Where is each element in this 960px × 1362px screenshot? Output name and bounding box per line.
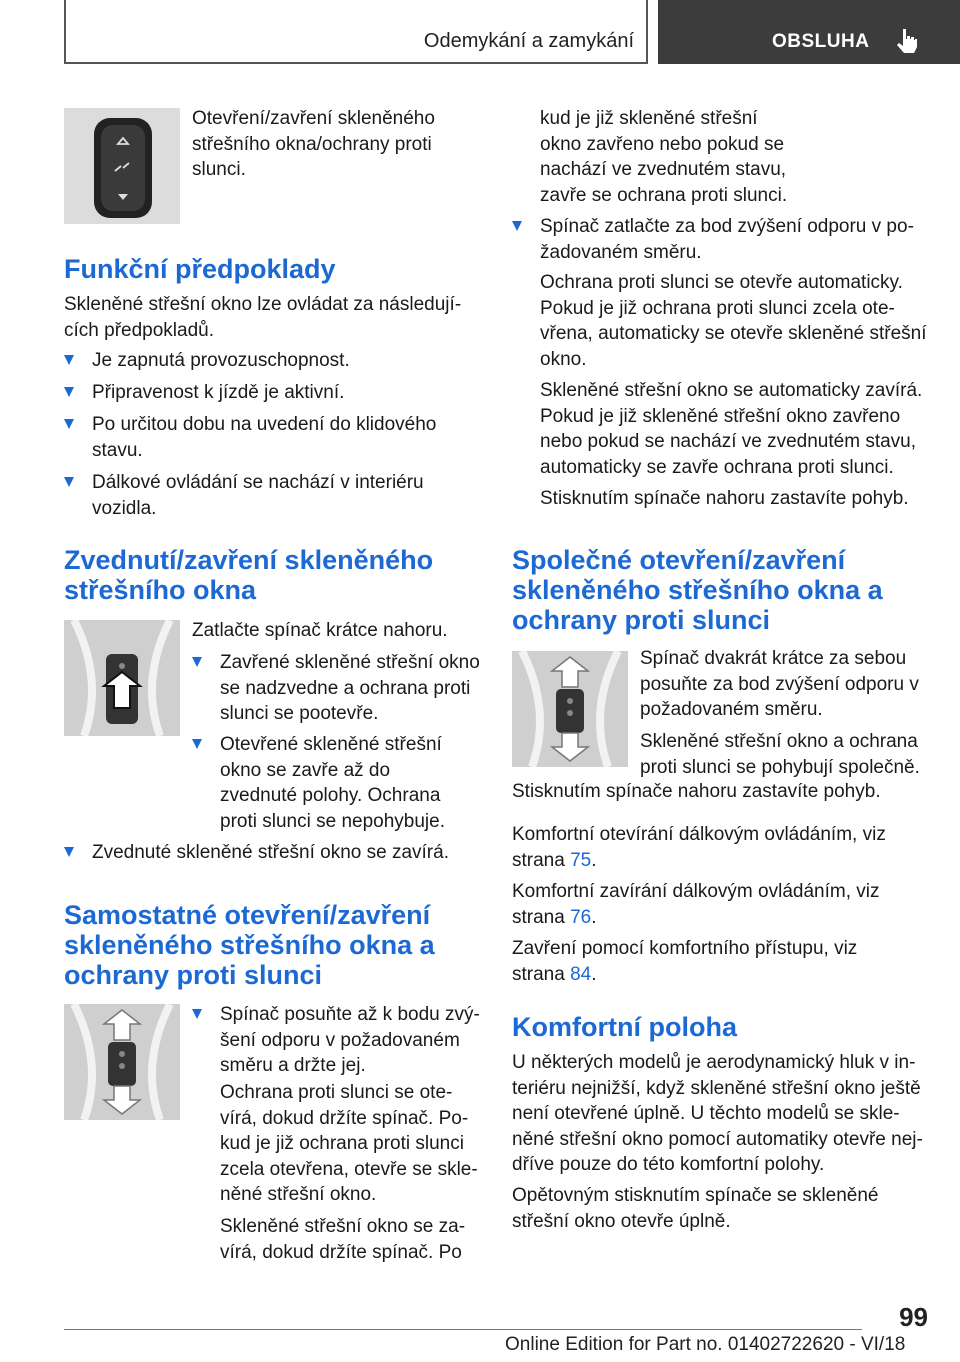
list-item [64, 380, 482, 406]
heading-comfort: Komfortní poloha [512, 1012, 737, 1042]
bullet-triangle-icon [192, 657, 202, 667]
roof-switch-updown-image [64, 1004, 180, 1120]
header-section-box [64, 0, 648, 64]
paragraph: Opětovným stisknutím spínače se skleněné střešní okno otevře úplně. [512, 1185, 879, 1232]
chapter-tab [658, 0, 960, 64]
bullet-triangle-icon [64, 355, 74, 365]
list-item [64, 348, 482, 374]
list-item-text: Zavřené skleněné střešní okno se nadzvedne a ochrana proti slunci se pootevře. [220, 652, 480, 724]
cross-reference: Zavření pomocí komfortního přístupu, viz strana 84. [512, 938, 858, 985]
list-item [64, 840, 482, 866]
bullet-triangle-icon [192, 739, 202, 749]
hand-pointer-icon [896, 28, 918, 54]
reference-text: Komfortní zavírání dálkovým ovládáním, viz strana [512, 881, 880, 928]
bullet-triangle-icon [64, 387, 74, 397]
page-link[interactable]: 75 [570, 849, 592, 871]
paragraph: Stisknutím spínače nahoru zastavíte pohyb. [540, 488, 909, 509]
cross-reference: Komfortní otevírání dálkovým ovládáním, viz strana 75. [512, 824, 886, 871]
footer-divider [64, 1329, 862, 1330]
chapter-label: OBSLUHA [772, 31, 870, 52]
cross-reference: Komfortní zavírání dálkovým ovládáním, viz strana 76. [512, 881, 880, 928]
list-item-text: Spínač posuňte až k bodu zvýšení odporu v požadovaném směru a držte jej. [220, 1004, 480, 1076]
lift-intro: Zatlačte spínač krátce nahoru. [192, 620, 448, 641]
reference-text: Zavření pomocí komfortního přístupu, viz strana [512, 938, 858, 985]
image-caption: Otevření/zavření skleněného střešního okna/ochrany proti slunci. [192, 108, 435, 180]
page-link[interactable]: 76 [570, 906, 592, 928]
section-title: Odemykání a zamykání [423, 30, 634, 52]
list-item-text: Otevřené skleněné střešní okno se zavře až do zvednuté polohy. Ochrana proti slunci se nepohybuje. [220, 734, 445, 832]
reference-text: Komfortní otevírání dálkovým ovládáním, viz strana [512, 824, 886, 871]
bullet-triangle-icon [64, 419, 74, 429]
heading-lift: Zvednutí/zavření skleněného střešního okna [64, 545, 434, 605]
list-item [192, 732, 468, 836]
paragraph: Skleněné střešní okno se zavírá, dokud držíte spínač. Po [220, 1216, 466, 1263]
bullet-triangle-icon [64, 477, 74, 487]
paragraph: Skleněné střešní okno se automaticky zavírá. Pokud je již skleněné střešní okno zavřeno nebo pokud se nachází ve zvednutém stavu, automaticky se zavře ochrana proti slunci. [540, 380, 923, 478]
paragraph-continued: kud je již skleněné střešní okno zavřeno nebo pokud se nachází ve zvednutém stavu, zavře se ochrana proti slunci. [540, 108, 788, 206]
bullet-triangle-icon [192, 1009, 202, 1019]
list-item-text: Dálkové ovládání se nachází v interiéru vozidla. [92, 472, 424, 519]
paragraph: Ochrana proti slunci se otevírá, dokud držíte spínač. Pokud je již ochrana proti slunci zcela otevřena, otevře se skleněné střešní okno. [220, 1082, 478, 1205]
bullet-triangle-icon [64, 847, 74, 857]
paragraph: U některých modelů je aerodynamický hluk v interiéru nejnižší, když skleněné střešní okno ještě není otevřené úplně. U těchto modelů se skleněné střešní okno pomocí automatiky otevře nejdříve pouze do této komfortní polohy. [512, 1052, 923, 1175]
paragraph: Stisknutím spínače nahoru zastavíte pohyb. [512, 781, 881, 802]
paragraph: Ochrana proti slunci se otevře automaticky. Pokud je již ochrana proti slunci zcela otevřena, automaticky se otevře skleněné střešní okno. [540, 272, 927, 370]
prerequisites-intro: Skleněné střešní okno lze ovládat za následujících předpokladů. [64, 294, 462, 341]
list-item [512, 214, 932, 266]
list-item [64, 470, 464, 522]
switch-panel-image [64, 108, 180, 224]
list-item-text: Po určitou dobu na uvedení do klidového stavu. [92, 414, 437, 461]
paragraph: Skleněné střešní okno a ochrana proti slunci se pohybují společně. [640, 731, 920, 778]
list-item-text: Spínač zatlačte za bod zvýšení odporu v požadovaném směru. [540, 216, 914, 263]
list-item [192, 1002, 482, 1080]
bullet-triangle-icon [512, 221, 522, 231]
page-link[interactable]: 84 [570, 963, 592, 985]
list-item-text: Připravenost k jízdě je aktivní. [92, 382, 345, 403]
page-number: 99 [899, 1302, 928, 1332]
roof-switch-joint-image [512, 651, 628, 767]
heading-joint: Společné otevření/zavření skleněného střešního okna a ochrany proti slunci [512, 545, 883, 635]
list-item-text: Je zapnutá provozuschopnost. [92, 350, 350, 371]
list-item-text: Zvednuté skleněné střešní okno se zavírá. [92, 842, 449, 863]
roof-switch-up-image [64, 620, 180, 736]
heading-separate: Samostatné otevření/zavření skleněného střešního okna a ochrany proti slunci [64, 900, 435, 990]
paragraph: Spínač dvakrát krátce za sebou posuňte za bod zvýšení odporu v požadovaném směru. [640, 648, 919, 720]
list-item [192, 650, 482, 728]
list-item [64, 412, 464, 464]
heading-prerequisites: Funkční předpoklady [64, 254, 336, 284]
edition-note: Online Edition for Part no. 01402722620 - VI/18 [505, 1334, 906, 1355]
